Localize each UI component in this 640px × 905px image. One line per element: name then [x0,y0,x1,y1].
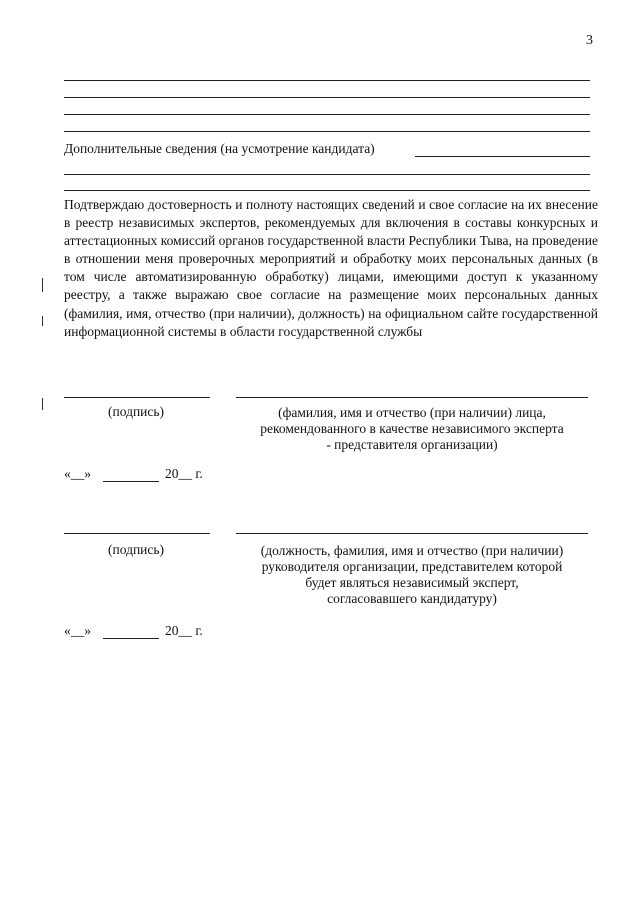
name-caption-line: согласовавшего кандидатуру) [327,591,497,606]
name-caption-line: будет являться независимый эксперт, [305,575,519,590]
page-number: 3 [586,33,593,48]
name-line[interactable] [236,397,588,398]
additional-info-field[interactable] [415,156,590,157]
name-caption [236,405,588,453]
margin-mark [42,398,43,410]
blank-line [64,97,590,98]
additional-info-label: Дополнительные сведения (на усмотрение кандидата) [64,141,375,156]
blank-line [64,114,590,115]
name-line[interactable] [236,533,588,534]
signature-line[interactable] [64,533,210,534]
date-day: «__» [64,623,91,638]
blank-line [64,131,590,132]
signature-caption: (подпись) [108,542,165,557]
date-year: 20__ г. [165,466,203,481]
date-year: 20__ г. [165,623,203,638]
name-caption-line: - представителя организации) [326,437,498,452]
name-caption-line: (должность, фамилия, имя и отчество (при наличии) [260,543,564,558]
date-month-field[interactable] [103,638,159,639]
name-caption [236,543,588,607]
margin-mark [42,278,43,292]
blank-line [64,174,590,175]
name-caption-line: руководителя организации, представителем которой [261,559,563,574]
name-caption-line: (фамилия, имя и отчество (при наличии) лица, [278,405,546,420]
blank-line [64,190,590,191]
date-month-field[interactable] [103,481,159,482]
margin-mark [42,316,43,326]
signature-line[interactable] [64,397,210,398]
name-caption-line: рекомендованного в качестве независимого эксперта [260,421,564,436]
date-day: «__» [64,466,91,481]
blank-line [64,80,590,81]
consent-paragraph: Подтверждаю достоверность и полноту настоящих сведений и свое согласие на их внесение в реестр независимых экспертов, рекомендуемых для включения в составы конкурсных и аттестационных комиссий органов государственной власти Республики Тыва, на проведение в отношении меня проверочных мероприятий и обработку моих персональных данных (в том числе автоматизированную обработку) лицами, имеющими доступ к указанному реестру, а также выражаю свое согласие на размещение моих персональных данных (фамилия, имя, отчество (при наличии), должность) на официальном сайте государственной информационной системы в области государственной службы [64,197,598,339]
signature-caption: (подпись) [108,404,165,419]
